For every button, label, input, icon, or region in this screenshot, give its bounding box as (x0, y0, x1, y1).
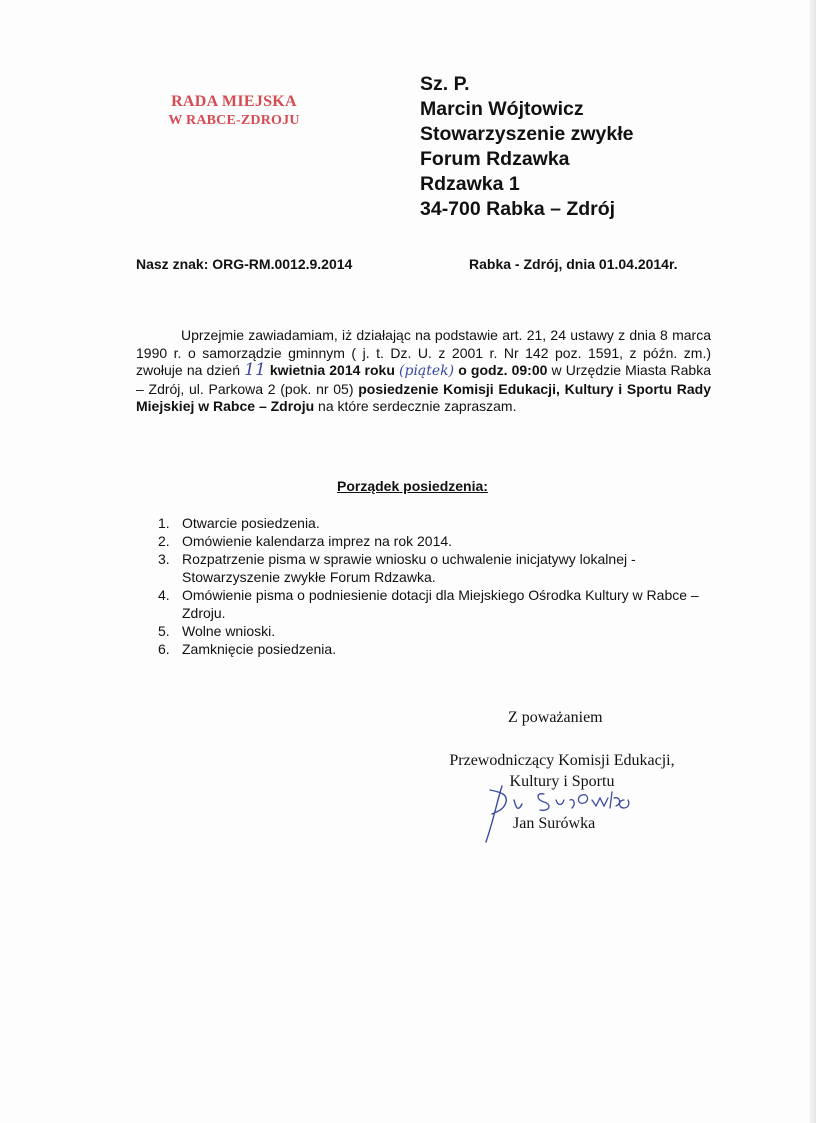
signatory-title-line-1: Przewodniczący Komisji Edukacji, (449, 752, 675, 769)
addressee-name: Marcin Wójtowicz (420, 98, 584, 120)
page-edge-shadow (810, 0, 816, 1123)
letter-date: Rabka - Zdrój, dnia 01.04.2014r. (469, 256, 678, 272)
body-text-1: Uprzejmie zawiadamiam, iż działając na podstawie art. 21, 24 ustawy z dnia 8 marca 1990 r. o samorządzie gminnym ( j. t. Dz. U. z 2001 r. Nr 142 poz. 1591, z późn. zm.) zwołuje na dzień (136, 327, 711, 379)
agenda-number: 4. (158, 587, 170, 603)
addressee-city: 34-700 Rabka – Zdrój (420, 198, 616, 220)
letter-body (136, 327, 711, 416)
signatory-title-line-2: Kultury i Sportu (509, 773, 615, 790)
agenda-number: 3. (158, 551, 170, 567)
agenda-item (158, 550, 713, 586)
handwritten-signature (480, 778, 640, 848)
agenda-item (158, 514, 713, 532)
addressee-salutation: Sz. P. (420, 73, 470, 95)
agenda-number: 1. (158, 515, 170, 531)
addressee-street: Rdzawka 1 (420, 173, 520, 195)
agenda-item (158, 586, 713, 622)
agenda-number: 6. (158, 641, 170, 657)
agenda-list (158, 514, 713, 658)
body-text-2: w Urzędzie Miasta Rabka – Zdrój, ul. Parkowa 2 (pok. nr 05) (136, 362, 711, 397)
agenda-text: Omówienie kalendarza imprez na rok 2014. (182, 533, 453, 549)
body-text-3: na które serdecznie zapraszam. (314, 398, 517, 415)
agenda-title: Porządek posiedzenia: (337, 478, 488, 494)
reference-number: Nasz znak: ORG-RM.0012.9.2014 (136, 256, 353, 272)
agenda-text: Otwarcie posiedzenia. (182, 515, 320, 531)
body-bold-time: o godz. 09:00 (454, 362, 548, 379)
council-stamp (163, 92, 305, 130)
signatory-name: Jan Surówka (513, 815, 596, 832)
stamp-line-2: W RABCE-ZDROJU (168, 113, 300, 128)
agenda-text: Zamknięcie posiedzenia. (182, 641, 337, 657)
body-bold-date: kwietnia 2014 roku (265, 362, 400, 379)
agenda-item (158, 532, 713, 550)
addressee-org: Stowarzyszenie zwykłe (420, 123, 634, 145)
agenda-item (158, 640, 713, 658)
agenda-number: 2. (158, 533, 170, 549)
agenda-item (158, 622, 713, 640)
handwritten-weekday: (piątek) (399, 363, 455, 380)
stamp-line-1: RADA MIEJSKA (171, 93, 297, 110)
body-bold-meeting: posiedzenie Komisji Edukacji, Kultury i Sportu Rady Miejskiej w Rabce – Zdroju (136, 380, 711, 415)
addressee-org-name: Forum Rdzawka (420, 148, 570, 170)
agenda-text: Wolne wnioski. (182, 623, 276, 639)
addressee-block (420, 72, 634, 222)
agenda-text: Rozpatrzenie pisma w sprawie wniosku o uchwalenie inicjatywy lokalnej - Stowarzyszenie zwykłe Forum Rdzawka. (182, 551, 636, 585)
handwritten-day: 11 (244, 360, 266, 381)
closing-greeting: Z poważaniem (508, 709, 603, 726)
agenda-text: Omówienie pisma o podniesienie dotacji dla Miejskiego Ośrodka Kultury w Rabce – Zdroju. (182, 587, 699, 621)
agenda-number: 5. (158, 623, 170, 639)
